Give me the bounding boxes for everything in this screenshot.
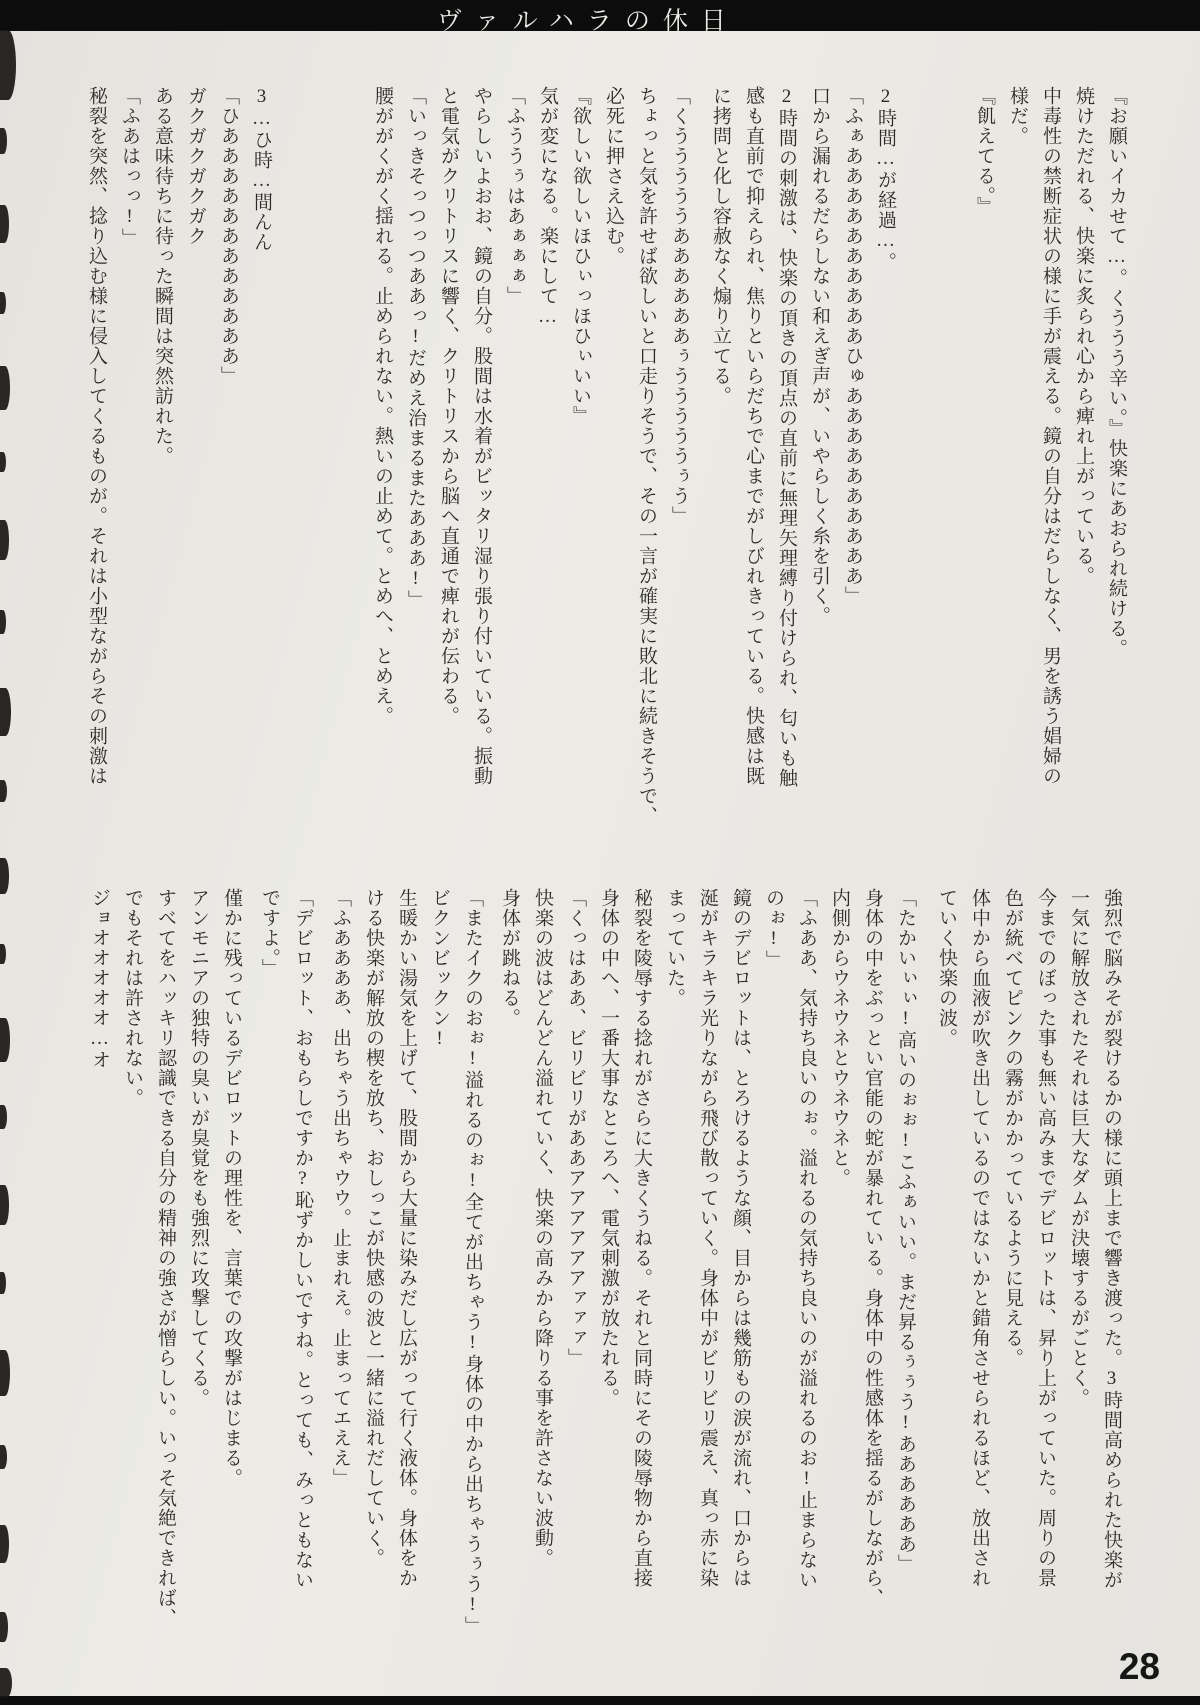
scan-mark — [0, 1272, 6, 1294]
scan-mark — [0, 30, 16, 100]
scan-mark — [0, 366, 10, 410]
text-column: 感も直前で抑えられ、焦りといらだちで心までがしびれきっている。快感は既 — [743, 86, 764, 786]
text-column: 身体が跳ねる。 — [499, 888, 520, 1028]
text-column: ていく快楽の波。 — [936, 888, 957, 1048]
text-column: 「くうううううああああああぅうううううぅう」 — [669, 86, 690, 526]
text-column: まっていた。 — [664, 888, 685, 1008]
text-column: やらしいよおお、鏡の自分。股間は水着がビッタリ湿り張り付いている。振動 — [471, 86, 492, 786]
scan-mark — [0, 1105, 7, 1129]
scan-mark — [0, 944, 6, 964]
text-column: と電気がクリトリスに響く、クリトリスから脳へ直通で痺れが伝わる。 — [438, 86, 459, 726]
scan-mark — [0, 1445, 7, 1469]
text-column: のぉ!」 — [763, 888, 784, 970]
bottom-text-block — [83, 888, 1128, 1650]
top-text-block — [80, 86, 1133, 834]
text-column: 「ふううぅはあぁぁぁ」 — [504, 86, 525, 306]
text-column: 「くっはああ、ビリビリがああアアアアアアァァァ」 — [565, 888, 586, 1368]
text-column: 身体の中へ、一番大事なところへ、電気刺激が放たれる。 — [598, 888, 619, 1408]
page-number: 28 — [1118, 1646, 1160, 1687]
scan-mark — [0, 520, 9, 560]
text-column: ちょっと気を許せば欲しいと口走りそうで、その一言が確実に敗北に続きそうで、 — [636, 86, 657, 826]
text-column: 涎がキラキラ光りながら飛び散っていく。身体中がビリビリ震え、真っ赤に染 — [697, 888, 718, 1588]
text-column: 色が統べてピンクの霧がかかっているように見える。 — [1002, 888, 1023, 1368]
text-column: 2時間の刺激は、快楽の頂きの頂点の直前に無理矢理縛り付けられ、匂いも触 — [776, 86, 797, 788]
text-column: 腰ががくがく揺れる。止められない。熱いの止めて。とめへ、とめえ。 — [372, 86, 393, 726]
text-column: 3…ひ時…間んん — [251, 86, 272, 252]
text-column: 『お願いイカせて…。くううう辛い。』快楽にあおられ続ける。 — [1106, 86, 1127, 659]
text-column: 「ひああああああああああああ」 — [218, 86, 239, 386]
text-column: 「ふあはっっ!」 — [119, 86, 140, 248]
scan-mark — [0, 858, 9, 894]
text-column: 体中から血液が吹き出しているのではないかと錯角させられるほど、放出され — [969, 888, 990, 1588]
text-column: 鏡のデビロットは、とろけるような顔、目からは幾筋もの涙が流れ、口からは — [730, 888, 751, 1588]
text-column: 口から漏れるだらしない和えぎ声が、いやらしく糸を引く。 — [809, 86, 830, 626]
text-column: ジョオオオオオ…オ — [89, 888, 110, 1070]
text-column: 一気に解放されたそれは巨大なダムが決壊するがごとく。 — [1068, 888, 1089, 1408]
text-column: 『欲しい欲しいほひぃっほひぃいい』 — [570, 86, 591, 426]
scan-mark — [0, 610, 6, 634]
text-column: 「ふぁああああああああああひゅああああああああああ」 — [842, 86, 863, 606]
text-column: ですよ。」 — [259, 888, 280, 979]
text-column: アンモニアの独特の臭いが臭覚をも強烈に攻撃してくる。 — [188, 888, 209, 1408]
text-column: 僅かに残っているデビロットの理性を、言葉での攻撃がはじまる。 — [221, 888, 242, 1488]
scan-mark — [0, 1350, 10, 1396]
text-column: 「たかいぃぃ!高いのぉぉ!こふぁいい。まだ昇るぅぅう!ああああああ」 — [895, 888, 916, 1574]
text-column: 『飢えてる。』 — [974, 86, 995, 217]
text-column: 「いっきそっつっつああっ!だめえ治まるまたあああ!」 — [405, 86, 426, 610]
text-column: 「またイクのおぉ!溢れるのぉ!全てが出ちゃう!身体の中から出ちゃうぅう!」 — [462, 888, 483, 1636]
text-column: 生暖かい湯気を上げて、股間から大量に染みだし広がって行く液体。身体をか — [396, 888, 417, 1588]
page-bottom-edge — [0, 1696, 1200, 1705]
scan-mark — [0, 292, 6, 314]
text-column: 焼けただれる、快楽に炙られ心から痺れ上がっている。 — [1073, 86, 1094, 586]
text-column: 「ふああ、気持ち良いのぉ。溢れるの気持ち良いのが溢れるのお!止まらない — [796, 888, 817, 1590]
text-column: 「ふああああ、出ちゃう出ちゃウウ。止まれえ。止まってエええ」 — [330, 888, 351, 1488]
scan-mark — [0, 205, 9, 243]
text-column: 強烈で脳みそが裂けるかの様に頭上まで響き渡った。3時間高められた快楽が — [1101, 888, 1122, 1590]
scan-mark — [0, 688, 11, 736]
text-column: でもそれは許されない。 — [122, 888, 143, 1108]
text-column: に拷問と化し容赦なく煽り立てる。 — [710, 86, 731, 406]
page-title: ヴァルハラの休日 — [436, 8, 739, 35]
text-column: ける快楽が解放の楔を放ち、おしっこが快感の波と一緒に溢れだしていく。 — [363, 888, 384, 1568]
scan-mark — [0, 1612, 8, 1642]
text-column: ビクンビックン! — [429, 888, 450, 1050]
text-column: 必死に押さえ込む。 — [603, 86, 624, 266]
text-column: 快楽の波はどんどん溢れていく、快楽の高みから降りる事を許さない波動。 — [532, 888, 553, 1568]
text-column: 身体の中をぶっとい官能の蛇が暴れている。身体中の性感体を揺るがしながら、 — [862, 888, 883, 1608]
text-column: すべてをハッキリ認識できる自分の精神の強さが憎らしい。いっそ気絶できれば、 — [155, 888, 176, 1628]
text-column: 2時間…が経過…。 — [875, 86, 896, 272]
scan-mark — [0, 1668, 12, 1698]
scan-mark — [0, 128, 7, 154]
text-column: 様だ。 — [1007, 86, 1028, 146]
text-column: 内側からウネウネとウネウネと。 — [829, 888, 850, 1188]
text-column: 中毒性の禁断症状の様に手が震える。鏡の自分はだらしなく、男を誘う娼婦の — [1040, 86, 1061, 786]
text-column: 「デビロット、おもらしですか?恥ずかしいですね。とっても、みっともない — [292, 888, 313, 1590]
text-column: ガクガクガクガク — [185, 86, 206, 246]
title-bar — [0, 0, 1200, 35]
scan-mark — [0, 1185, 9, 1225]
scan-mark — [0, 452, 6, 472]
scan-mark — [0, 1018, 10, 1062]
scan-mark — [0, 1525, 9, 1563]
text-column: 秘裂を突然、捻り込む様に侵入してくるものが。それは小型ながらその刺激は — [86, 86, 107, 786]
text-column: 今までのぼった事も無い高みまでデビロットは、昇り上がっていた。周りの景 — [1035, 888, 1056, 1588]
text-column: 気が変になる。楽にして… — [537, 86, 558, 328]
text-column: 秘裂を陵辱する捻れがさらに大きくうねる。それと同時にその陵辱物から直接 — [631, 888, 652, 1588]
text-column: ある意味待ちに待った瞬間は突然訪れた。 — [152, 86, 173, 466]
scan-mark — [0, 780, 7, 802]
